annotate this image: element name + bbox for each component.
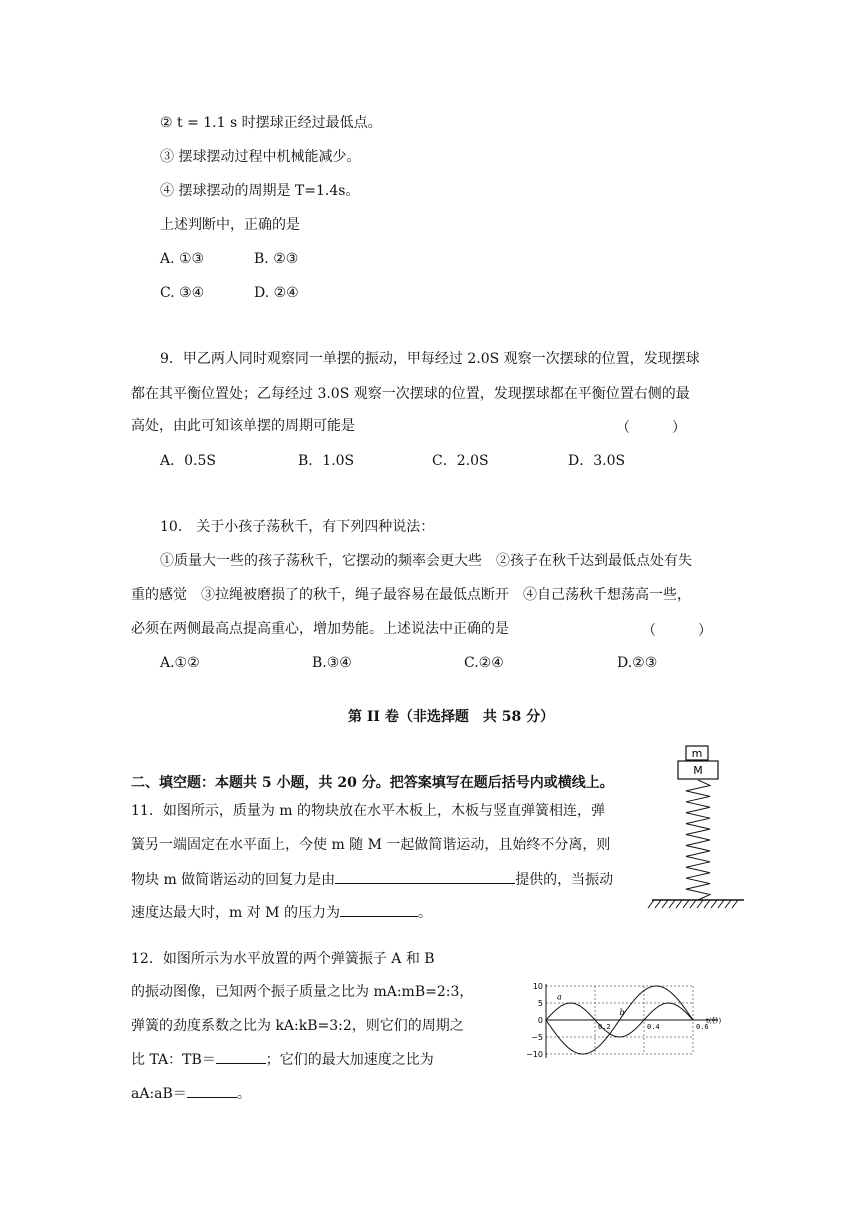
q12-blank-1[interactable]	[216, 1049, 266, 1064]
ground-hatch-line	[669, 900, 675, 908]
q12-line5-start: aA:aB＝	[131, 1086, 187, 1102]
spring-coil	[686, 780, 710, 900]
q10-opt-c: C.②④	[464, 655, 504, 671]
q12-line2: 的振动图像，已知两个振子质量之比为 mA:mB=2:3，	[131, 984, 474, 1000]
y-tick-label: 10	[532, 982, 543, 991]
q11-line3-start: 物块 m 做简谐运动的回复力是由	[131, 872, 336, 888]
prev-opt-a: A. ①③	[160, 251, 205, 267]
q11-blank-2[interactable]	[340, 902, 418, 917]
q10-line1: 10． 关于小孩子荡秋千，有下列四种说法：	[160, 519, 435, 535]
q9-line1: 9．甲乙两人同时观察同一单摆的振动，甲每经过 2.0S 观察一次摆球的位置，发现摆球	[160, 351, 700, 367]
q12-line5	[131, 1083, 251, 1103]
section-2-title: 第 II 卷（非选择题 共 58 分）	[348, 709, 555, 725]
q9-line2: 都在其平衡位置处；乙每经过 3.0S 观察一次摆球的位置，发现摆球都在平衡位置右侧的最	[131, 386, 690, 402]
ground-hatch-line	[697, 900, 703, 908]
ground-hatch-line	[676, 900, 682, 908]
q9-answer-paren: （ ）	[616, 420, 686, 436]
ground-hatch-line	[683, 900, 689, 908]
x-tick-label: 0.2	[598, 1023, 611, 1031]
q11-blank-1[interactable]	[335, 869, 515, 884]
ground-hatch-line	[662, 900, 668, 908]
q12-line5-end: 。	[236, 1086, 251, 1102]
q11-line4	[131, 902, 432, 922]
y-tick-label: 0	[537, 1016, 543, 1025]
q11-line2: 簧另一端固定在水平面上，今使 m 随 M 一起做简谐运动，且始终不分离，则	[131, 837, 611, 853]
ground-hatch-line	[648, 900, 654, 908]
q10-line4: 必须在两侧最高点提高重心，增加势能。上述说法中正确的是	[131, 621, 509, 637]
q10-line3: 重的感觉 ③拉绳被磨损了的秋千，绳子最容易在最低点断开 ④自己荡秋千想荡高一些，	[131, 587, 691, 603]
ground-hatch-line	[732, 900, 738, 908]
stmt-4: ④ 摆球摆动的周期是 T=1.4s。	[160, 183, 360, 199]
y-tick-label: −10	[526, 1050, 543, 1059]
q12-line3: 弹簧的劲度系数之比为 kA:kB=3:2，则它们的周期之	[131, 1018, 464, 1034]
section-2-heading: 二、填空题：本题共 5 小题，共 20 分。把答案填写在题后括号内或横线上。	[131, 775, 614, 791]
ground-hatch-line	[711, 900, 717, 908]
q11-line4-start: 速度达最大时，m 对 M 的压力为	[131, 905, 340, 921]
board-M-label: M	[693, 764, 703, 777]
q12-blank-2[interactable]	[187, 1083, 237, 1098]
q9-line3: 高处，由此可知该单摆的周期可能是	[131, 418, 355, 434]
ground-hatch	[648, 900, 738, 908]
spring-figure	[648, 742, 748, 912]
prev-opt-b: B. ②③	[254, 251, 299, 267]
block-m-label: m	[691, 747, 703, 760]
q10-answer-paren: （ ）	[642, 623, 712, 639]
q11-line4-end: 。	[417, 905, 432, 921]
x-tick-label: 0.4	[647, 1023, 660, 1031]
prev-opt-d: D. ②④	[254, 285, 299, 301]
q11-line1: 11．如图所示，质量为 m 的物块放在水平木板上，木板与竖直弹簧相连，弹	[131, 803, 605, 819]
q12-line4	[131, 1049, 434, 1069]
x-tick-label: 0.6	[696, 1023, 709, 1031]
ground-hatch-line	[690, 900, 696, 908]
q9-opt-d: D．3.0S	[568, 453, 626, 469]
q12-line4-start: 比 TA：TB＝	[131, 1052, 216, 1068]
oscillation-chart	[528, 980, 728, 1062]
stmt-3: ③ 摆球摆动过程中机械能减少。	[160, 149, 361, 165]
stmt-2: ② t = 1.1 s 时摆球正经过最低点。	[160, 115, 382, 131]
ground-hatch-line	[718, 900, 724, 908]
x-axis-label: t(秒)	[706, 1017, 722, 1025]
q9-opt-a: A．0.5S	[160, 453, 216, 469]
y-tick-label: −5	[531, 1033, 543, 1042]
q10-opt-d: D.②③	[617, 655, 658, 671]
ground-hatch-line	[725, 900, 731, 908]
q12-line4-end: ；它们的最大加速度之比为	[265, 1052, 434, 1068]
q11-line3-end: 提供的，当振动	[515, 872, 614, 888]
ground-hatch-line	[655, 900, 661, 908]
q10-opt-b: B.③④	[312, 655, 352, 671]
q12-line1: 12．如图所示为水平放置的两个弹簧振子 A 和 B	[131, 951, 435, 967]
prev-opt-c: C. ③④	[160, 285, 205, 301]
q10-opt-a: A.①②	[160, 655, 200, 671]
q9-opt-b: B．1.0S	[298, 453, 355, 469]
q9-opt-c: C．2.0S	[432, 453, 489, 469]
q11-line3	[131, 869, 613, 889]
q10-line2: ①质量大一些的孩子荡秋千，它摆动的频率会更大些 ②孩子在秋千达到最低点处有失	[160, 553, 692, 569]
ground-hatch-line	[704, 900, 710, 908]
prompt: 上述判断中，正确的是	[160, 217, 300, 233]
series-a-label: a	[557, 992, 562, 1002]
y-tick-label: 5	[537, 999, 543, 1008]
series-b-label: b	[619, 1007, 625, 1017]
